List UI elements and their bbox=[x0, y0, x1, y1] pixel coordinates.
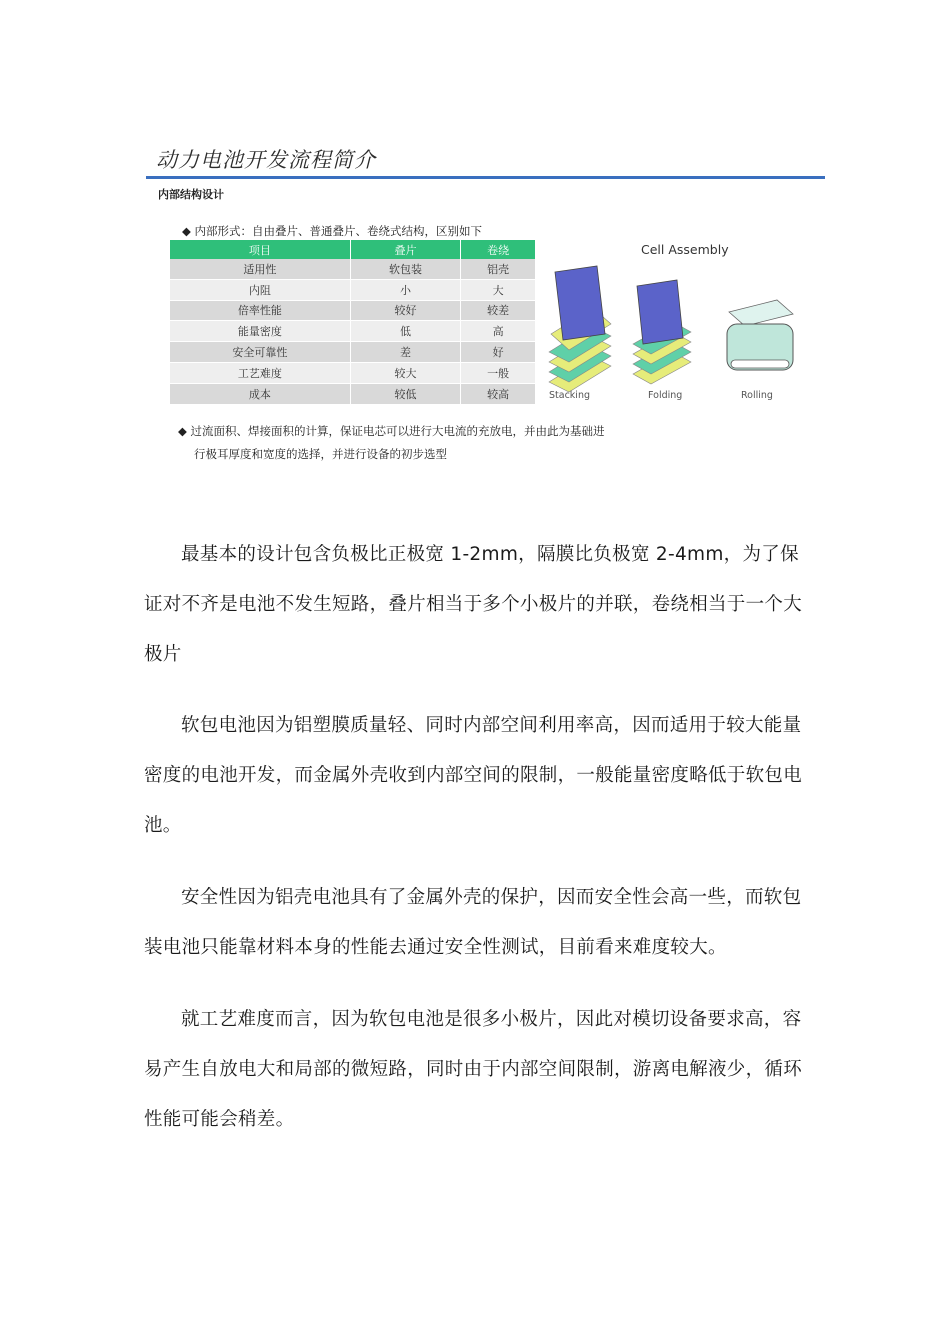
paragraph-design-basics: 最基本的设计包含负极比正极宽 1-2mm，隔膜比负极宽 2-4mm，为了保证对不齐是电池不发生短路，叠片相当于多个小极片的并联，卷绕相当于一个大极片 bbox=[144, 544, 803, 665]
table-cell: 适用性 bbox=[170, 259, 350, 279]
table-cell: 低 bbox=[350, 321, 460, 342]
table-cell: 较低 bbox=[350, 383, 460, 404]
table-cell: 安全可靠性 bbox=[170, 342, 350, 363]
bullet-current-area: ◆ 过流面积、焊接面积的计算，保证电芯可以进行大电流的充放电，并由此为基础进 bbox=[178, 424, 605, 438]
table-header: 卷绕 bbox=[461, 240, 536, 259]
table-cell: 较好 bbox=[350, 300, 460, 321]
caption-folding: Folding bbox=[648, 390, 683, 401]
table-cell: 大 bbox=[461, 279, 536, 300]
stacking-icon bbox=[549, 266, 611, 392]
table-header-row bbox=[170, 240, 536, 259]
table-cell: 一般 bbox=[461, 362, 536, 383]
table-cell: 较高 bbox=[461, 383, 536, 404]
paragraph-energy-density: 软包电池因为铝塑膜质量轻、同时内部空间利用率高，因而适用于较大能量密度的电池开发，而金属外壳收到内部空间的限制，一般能量密度略低于软包电池。 bbox=[144, 715, 803, 836]
table-cell: 好 bbox=[461, 342, 536, 363]
slide-subtitle: 内部结构设计 bbox=[158, 188, 224, 201]
table-cell: 高 bbox=[461, 321, 536, 342]
table-cell: 内阻 bbox=[170, 279, 350, 300]
table-cell: 成本 bbox=[170, 383, 350, 404]
table-row bbox=[170, 383, 536, 404]
folding-icon bbox=[633, 280, 691, 384]
table-row bbox=[170, 300, 536, 321]
paragraph-safety: 安全性因为铝壳电池具有了金属外壳的保护，因而安全性会高一些，而软包装电池只能靠材料本身的性能去通过安全性测试，目前看来难度较大。 bbox=[144, 887, 802, 958]
table-cell: 倍率性能 bbox=[170, 300, 350, 321]
bullet-internal-form: ◆ 内部形式：自由叠片、普通叠片、卷绕式结构，区别如下 bbox=[182, 224, 482, 238]
rolling-icon bbox=[727, 300, 793, 370]
table-cell: 差 bbox=[350, 342, 460, 363]
table-header: 项目 bbox=[170, 240, 350, 259]
table-cell: 工艺难度 bbox=[170, 362, 350, 383]
figure-title: Cell Assembly bbox=[641, 242, 729, 257]
slide-title: 动力电池开发流程简介 bbox=[156, 148, 376, 172]
cell-assembly-figure bbox=[541, 234, 811, 409]
caption-rolling: Rolling bbox=[741, 390, 773, 401]
comparison-table bbox=[170, 240, 536, 405]
table-row bbox=[170, 259, 536, 279]
table-cell: 小 bbox=[350, 279, 460, 300]
paragraph-process-difficulty: 就工艺难度而言，因为软包电池是很多小极片，因此对模切设备要求高，容易产生自放电大和局部的微短路，同时由于内部空间限制，游离电解液少，循环性能可能会稍差。 bbox=[144, 1009, 803, 1130]
table-cell: 较大 bbox=[350, 362, 460, 383]
table-cell: 软包装 bbox=[350, 259, 460, 279]
caption-stacking: Stacking bbox=[549, 390, 590, 401]
table-row bbox=[170, 321, 536, 342]
table-row bbox=[170, 279, 536, 300]
table-row bbox=[170, 342, 536, 363]
title-divider bbox=[146, 176, 825, 179]
table-cell: 铝壳 bbox=[461, 259, 536, 279]
table-header: 叠片 bbox=[350, 240, 460, 259]
table-row bbox=[170, 362, 536, 383]
cell-assembly-illustration bbox=[541, 234, 811, 409]
table-cell: 较差 bbox=[461, 300, 536, 321]
table-cell: 能量密度 bbox=[170, 321, 350, 342]
bullet-current-area-cont: 行极耳厚度和宽度的选择，并进行设备的初步选型 bbox=[194, 447, 447, 461]
slide-image bbox=[146, 136, 825, 466]
